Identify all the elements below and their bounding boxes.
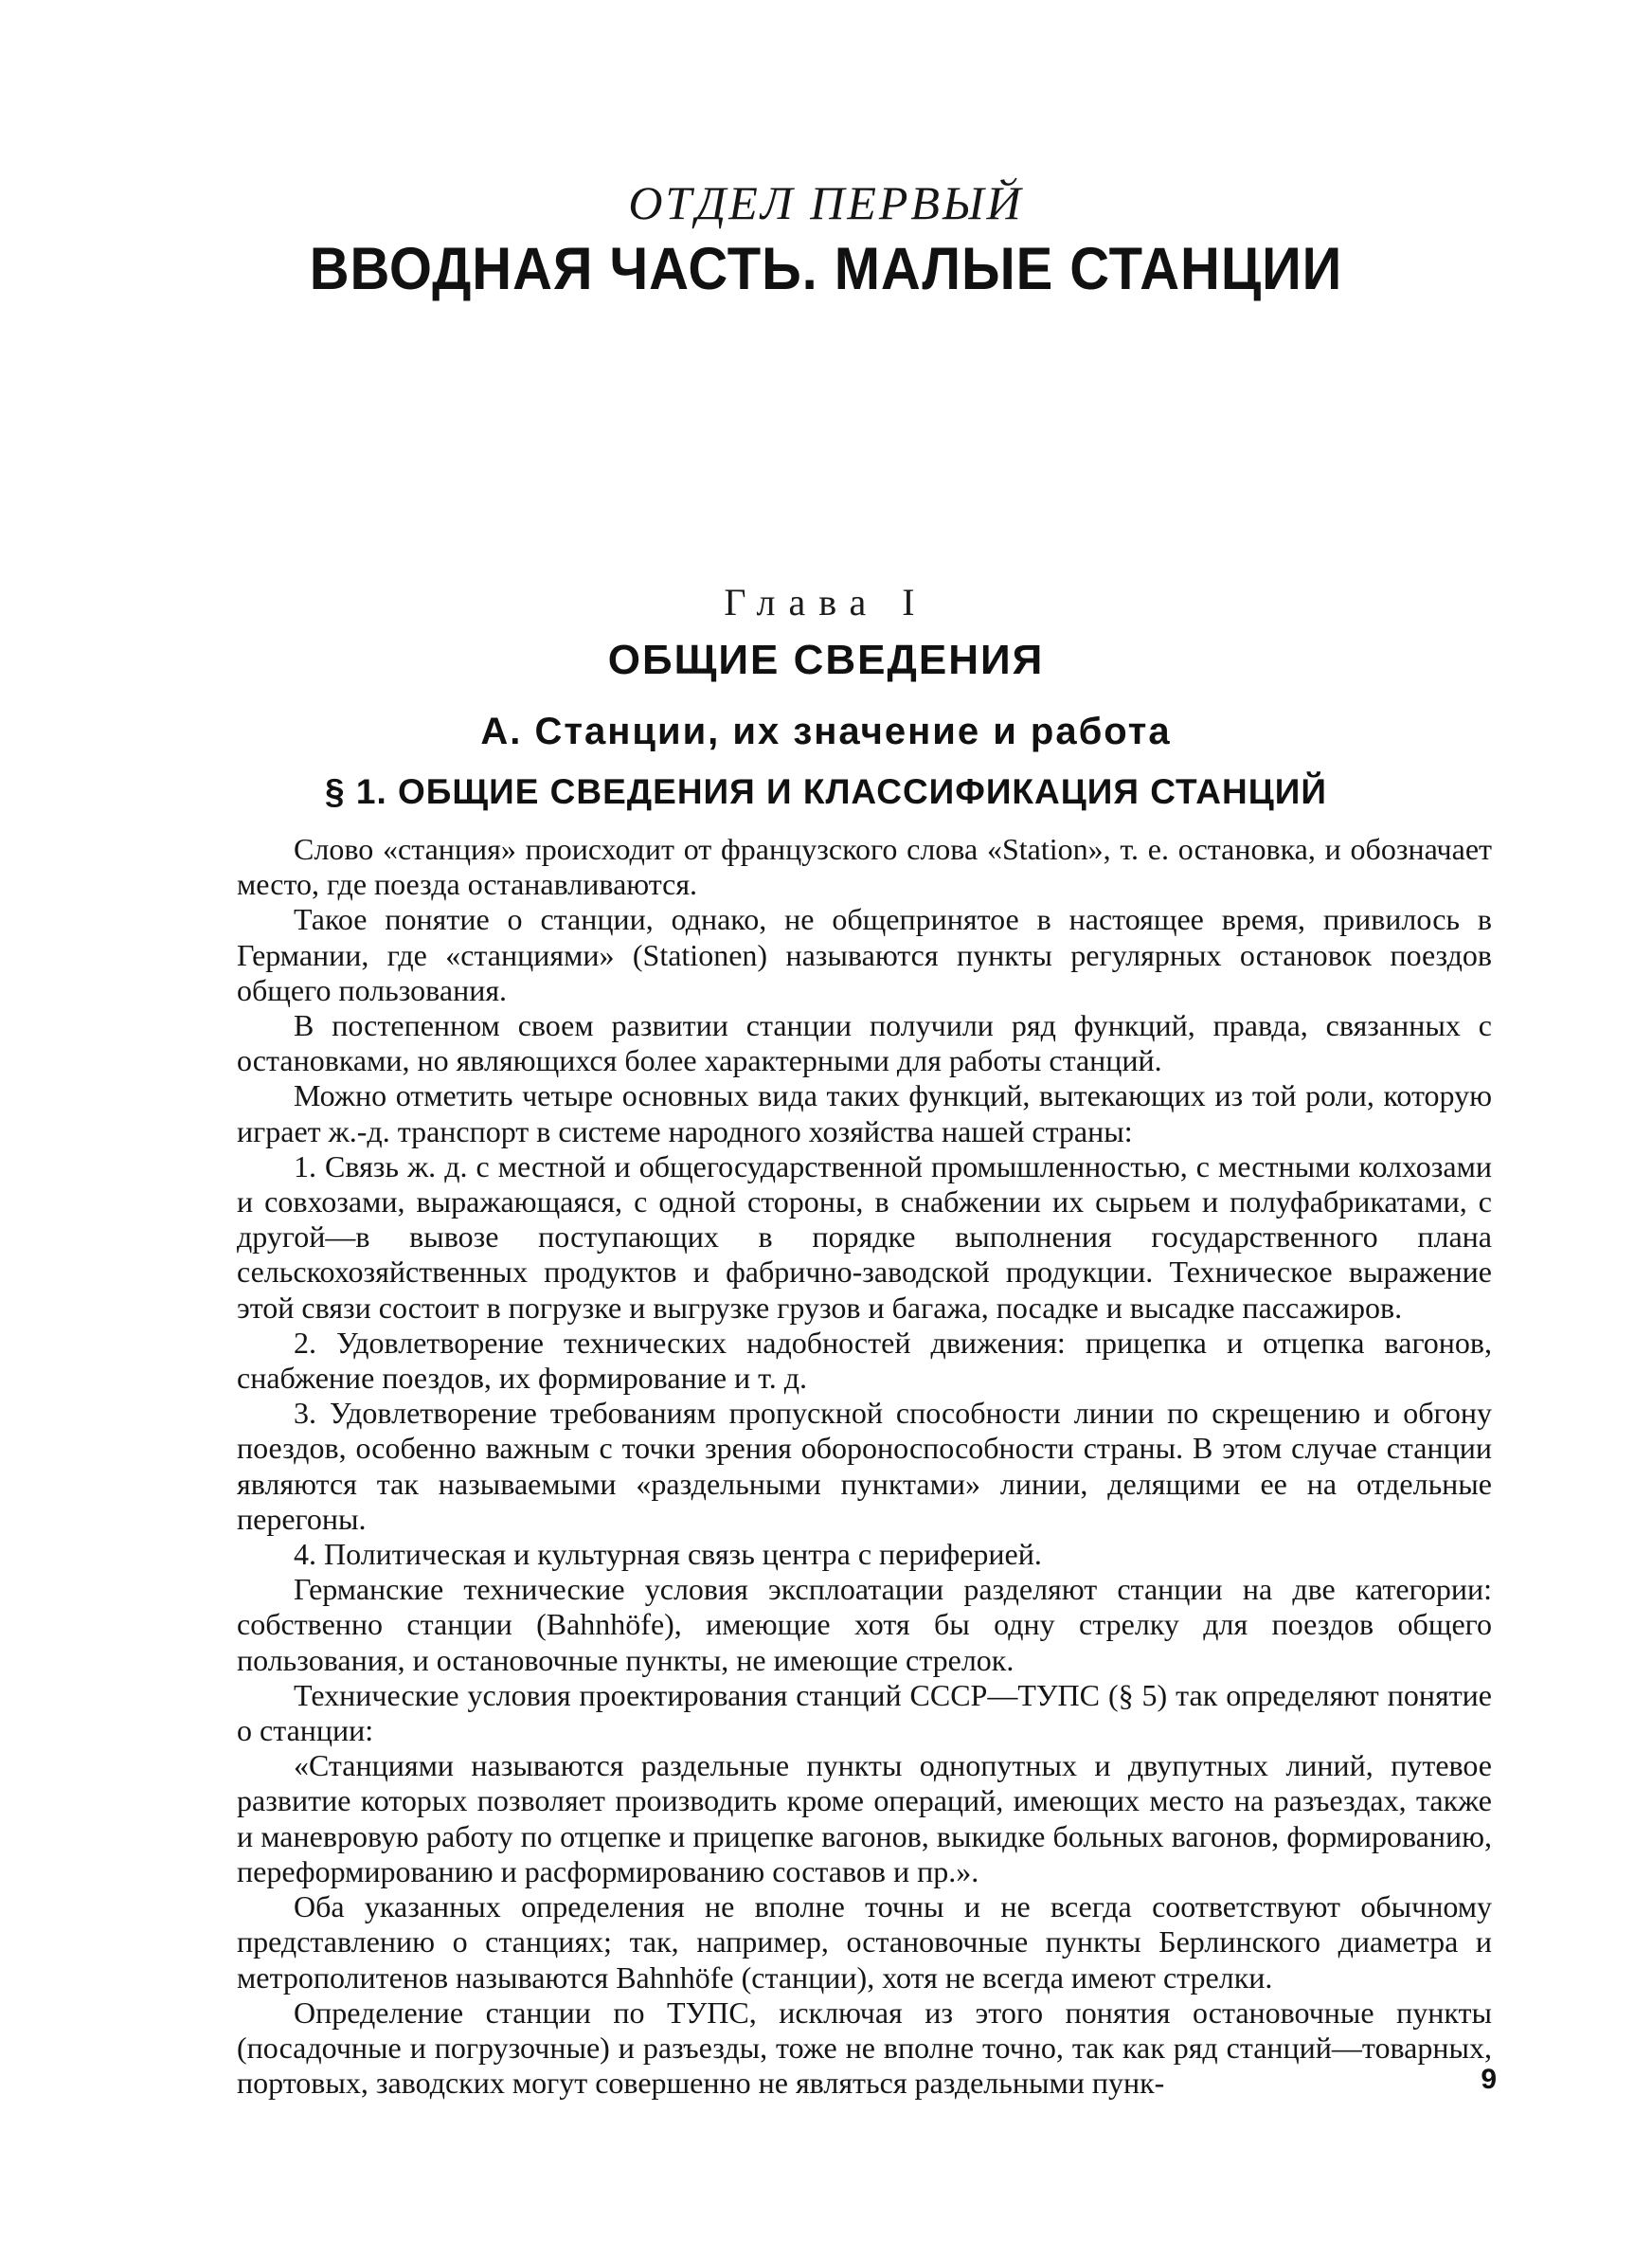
subsection-title: А. Станции, их значение и работа (480, 711, 1172, 752)
body-text (237, 832, 1492, 2101)
paragraph: Определение станции по ТУПС, исключая из этого понятия остановочные пункты (посадочные и погрузочные) и разъезды, тоже не вполне точно, так как ряд станций—товарных, портовых, заводских могут совершенно не являться раздельными пунк- (237, 1995, 1492, 2101)
paragraph: 3. Удовлетворение требованиям пропускной способности линии по скрещению и обгону поездов, особенно важным с точки зрения обороноспособности страны. В этом случае станции являются так называемыми «раздельными пунктами» линии, делящими ее на отдельные перегоны. (237, 1396, 1492, 1536)
paragraph: Германские технические условия эксплоатации разделяют станции на две категории: собственно станции (Bahnhöfe), имеющие хотя бы одну стрелку для поездов общего пользования, и остановочные пункты, не имеющие стрелок. (237, 1572, 1492, 1677)
paragraph: В постепенном своем развитии станции получили ряд функций, правда, связанных с остановками, но являющихся более характерными для работы станций. (237, 1008, 1492, 1078)
paragraph: 2. Удовлетворение технических надобностей движения: прицепка и отцепка вагонов, снабжение поездов, их формирование и т. д. (237, 1325, 1492, 1396)
paragraph: Слово «станция» происходит от французского слова «Station», т. е. остановка, и обозначает место, где поезда останавливаются. (237, 832, 1492, 902)
page-number: 9 (1481, 2064, 1497, 2095)
paragraph: 4. Политическая и культурная связь центра с периферией. (294, 1537, 1042, 1572)
paragraph: Такое понятие о станции, однако, не общепринятое в настоящее время, привилось в Германии, где «станциями» (Stationen) называются пункты регулярных остановок поездов общего пользования. (237, 902, 1492, 1007)
paragraph: 1. Связь ж. д. с местной и общегосударственной промышленностью, с местными колхозами и совхозами, выражающаяся, с одной стороны, в снабжении их сырьем и полуфабрикатами, с другой—в вывозе поступающих в порядке выполнения государственного плана сельскохозяйственных продуктов и фабрично-заводской продукции. Техническое выражение этой связи состоит в погрузке и выгрузке грузов и багажа, посадке и высадке пассажиров. (237, 1148, 1492, 1325)
section-title: ВВОДНАЯ ЧАСТЬ. МАЛЫЕ СТАНЦИИ (309, 236, 1343, 302)
paragraph: «Станциями называются раздельные пункты однопутных и двупутных линий, путевое развитие которых позволяет производить кроме операций, имеющих место на разъездах, также и маневровую работу по отцепке и прицепке вагонов, выкидке больных вагонов, формированию, переформированию и расформированию составов и пр.». (237, 1748, 1492, 1888)
paragraph: Оба указанных определения не вполне точны и не всегда соответствуют обычному представлению о станциях; так, например, остановочные пункты Берлинского диаметра и метрополитенов называются Bahnhöfe (станции), хотя не всегда имеют стрелки. (237, 1889, 1492, 1995)
section-label: ОТДЕЛ ПЕРВЫЙ (628, 176, 1024, 229)
chapter-title: ОБЩИЕ СВЕДЕНИЯ (607, 637, 1045, 683)
paragraph-heading: § 1. ОБЩИЕ СВЕДЕНИЯ И КЛАССИФИКАЦИЯ СТАНЦИЙ (325, 772, 1327, 811)
paragraph: Технические условия проектирования станций СССР—ТУПС (§ 5) так определяют понятие о станции: (237, 1677, 1492, 1748)
paragraph: Можно отметить четыре основных вида таких функций, вытекающих из той роли, которую играет ж.-д. транспорт в системе народного хозяйства нашей страны: (237, 1078, 1492, 1148)
chapter-label: Глава I (724, 581, 928, 623)
